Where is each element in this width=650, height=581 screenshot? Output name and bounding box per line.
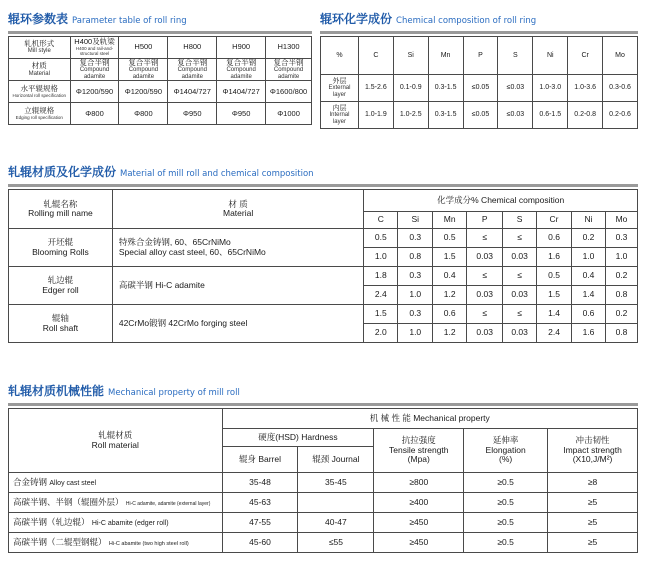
label-en: Tensile strength bbox=[388, 444, 449, 455]
label-cn: 内层 bbox=[332, 104, 347, 112]
mechanical-property-table bbox=[8, 408, 638, 553]
table-cell: 1.5 bbox=[537, 286, 572, 305]
label-en: Rolling mill name bbox=[28, 208, 93, 218]
table-row bbox=[9, 533, 638, 553]
table-row bbox=[9, 493, 638, 513]
cell-cn: 复合半钢 bbox=[273, 58, 304, 67]
row-header bbox=[9, 59, 71, 81]
table-cell: Φ800 bbox=[70, 103, 119, 125]
roll-name bbox=[9, 305, 113, 343]
table-cell: 0.2 bbox=[605, 305, 637, 324]
material-header bbox=[112, 190, 364, 229]
table-cell: 1.5 bbox=[364, 305, 398, 324]
impact-header bbox=[548, 429, 638, 473]
mill-roll-chemical-table bbox=[8, 189, 638, 343]
table-cell: 1.0 bbox=[605, 248, 637, 267]
column-header: Ni bbox=[572, 212, 606, 229]
table-cell bbox=[217, 59, 266, 81]
table-cell: 47-55 bbox=[222, 513, 298, 533]
hardness-header: 硬度(HSD) Hardness bbox=[222, 429, 374, 447]
label-en: Mill style bbox=[27, 48, 51, 55]
column-header: P bbox=[467, 212, 503, 229]
label-cn: 轧边辊 bbox=[47, 275, 74, 286]
section-title-cn: 轧辊材质机械性能 bbox=[8, 384, 105, 398]
table-cell: 1.2 bbox=[433, 286, 467, 305]
label-en: Hi-C adamite, adamite (external layer) bbox=[125, 500, 211, 507]
table-cell: 0.3-1.5 bbox=[428, 102, 463, 129]
table-cell: 1.0-1.9 bbox=[358, 102, 393, 129]
table-cell: 1.0 bbox=[398, 324, 433, 343]
label-cn: 开坯辊 bbox=[47, 237, 74, 248]
label-en: Edger roll bbox=[42, 284, 79, 295]
table-cell: Φ950 bbox=[217, 103, 266, 125]
elongation-header bbox=[464, 429, 548, 473]
roll-material: 42CrMo锻钢 42CrMo forging steel bbox=[112, 305, 364, 343]
table-cell: ≥5 bbox=[548, 493, 638, 513]
table-row bbox=[9, 81, 312, 103]
table-cell: ≥8 bbox=[548, 473, 638, 493]
table-cell: ≤0.05 bbox=[463, 75, 498, 102]
chemical-header: 化学成分% Chemical composition bbox=[364, 190, 638, 212]
name-header bbox=[9, 190, 113, 229]
table-cell: ≤ bbox=[503, 305, 537, 324]
table-cell: ≥5 bbox=[548, 533, 638, 553]
table-cell: 2.0 bbox=[364, 324, 398, 343]
table-cell: 1.5 bbox=[433, 248, 467, 267]
mechanical-header: 机 械 性 能 Mechanical property bbox=[222, 409, 637, 429]
label-cn: 轧机形式 bbox=[24, 39, 55, 49]
label-cn: 延伸率 bbox=[492, 435, 519, 446]
section-title-en: Chemical composition of roll ring bbox=[396, 16, 537, 26]
material-line: 特殊合金铸钢, 60、65CrNiMo bbox=[118, 237, 231, 248]
row-header bbox=[9, 103, 71, 125]
table-cell: 1.0-3.0 bbox=[533, 75, 568, 102]
section-title-en: Material of mill roll and chemical composition bbox=[120, 169, 314, 179]
table-cell: ≥400 bbox=[374, 493, 464, 513]
table-cell: ≤ bbox=[467, 229, 503, 248]
table-cell: 0.2 bbox=[605, 267, 637, 286]
table-row bbox=[9, 473, 638, 493]
column-header: Si bbox=[393, 37, 428, 75]
table-cell: ≥0.5 bbox=[464, 513, 548, 533]
section-title-cn: 辊环化学成份 bbox=[320, 12, 393, 26]
column-header: Mn bbox=[428, 37, 463, 75]
section-title-cn: 轧辊材质及化学成份 bbox=[8, 165, 117, 179]
table-cell: ≤0.03 bbox=[498, 102, 533, 129]
table-cell: 45-63 bbox=[222, 493, 298, 513]
column-header bbox=[70, 37, 119, 59]
label-cn: 轧辊名称 bbox=[43, 198, 78, 209]
section-title-en: Parameter table of roll ring bbox=[72, 16, 187, 26]
table-cell: ≤ bbox=[467, 267, 503, 286]
section-title-mill-roll-chem bbox=[8, 163, 314, 180]
label-cn: 辊轴 bbox=[51, 313, 69, 324]
label-cn: 抗拉强度 bbox=[401, 435, 436, 446]
table-cell: 1.4 bbox=[572, 286, 606, 305]
column-sub: H400 and rail-and-structural steel bbox=[75, 45, 114, 56]
table-cell: 0.2-0.6 bbox=[603, 102, 638, 129]
table-cell: 0.6-1.5 bbox=[533, 102, 568, 129]
table-row bbox=[9, 229, 638, 248]
label-cn: 合金铸钢 bbox=[13, 476, 48, 487]
label-en: layer bbox=[332, 118, 346, 125]
table-cell: 0.5 bbox=[433, 229, 467, 248]
section-title-en: Mechanical property of mill roll bbox=[108, 388, 240, 398]
table-cell: ≥0.5 bbox=[464, 493, 548, 513]
table-cell: 0.6 bbox=[433, 305, 467, 324]
table-cell: 1.0-3.6 bbox=[568, 75, 603, 102]
table-cell: 1.0-2.5 bbox=[393, 102, 428, 129]
cell-en: Compound adamite bbox=[177, 67, 207, 80]
label-en: Blooming Rolls bbox=[32, 246, 89, 257]
table-row bbox=[9, 103, 312, 125]
journal-header: 辊颈 Journal bbox=[298, 447, 374, 473]
table-row bbox=[9, 409, 638, 429]
table-cell: 1.2 bbox=[433, 324, 467, 343]
label-en: Alloy cast steel bbox=[49, 479, 97, 487]
label-en: Edging roll specification bbox=[15, 114, 63, 120]
table-cell: Φ1200/590 bbox=[70, 81, 119, 103]
label-en: Horizontal roll specification bbox=[12, 92, 67, 98]
label-cn: 轧辊材质 bbox=[98, 430, 133, 441]
roll-material bbox=[9, 513, 223, 533]
label-en: layer bbox=[332, 91, 346, 98]
label-cn: 材 质 bbox=[228, 198, 248, 209]
table-cell: 0.1-0.9 bbox=[393, 75, 428, 102]
table-cell: ≤ bbox=[503, 229, 537, 248]
table-cell: ≤ bbox=[503, 267, 537, 286]
section-title-cn: 辊环参数表 bbox=[8, 12, 69, 26]
barrel-header: 辊身 Barrel bbox=[222, 447, 298, 473]
table-row bbox=[9, 513, 638, 533]
column-header: P bbox=[463, 37, 498, 75]
table-cell: 0.4 bbox=[572, 267, 606, 286]
roll-name bbox=[9, 229, 113, 267]
row-header bbox=[9, 81, 71, 103]
label-cn: 水平辊规格 bbox=[20, 84, 59, 94]
table-cell: ≥800 bbox=[374, 473, 464, 493]
unit: (X10,J/M²) bbox=[572, 454, 613, 465]
table-cell: Φ1404/727 bbox=[217, 81, 266, 103]
table-cell bbox=[119, 59, 168, 81]
row-header bbox=[321, 75, 359, 102]
column-header: S bbox=[498, 37, 533, 75]
table-cell: 1.6 bbox=[572, 324, 606, 343]
column-header: H1300 bbox=[266, 37, 312, 59]
table-cell: 0.5 bbox=[364, 229, 398, 248]
table-cell: 0.3 bbox=[398, 267, 433, 286]
table-cell: 1.0 bbox=[572, 248, 606, 267]
roll-material bbox=[9, 473, 223, 493]
column-header: Si bbox=[398, 212, 433, 229]
table-cell bbox=[70, 59, 119, 81]
table-cell: 2.4 bbox=[537, 324, 572, 343]
table-cell: 0.03 bbox=[467, 286, 503, 305]
roll-material bbox=[9, 493, 223, 513]
table-cell: ≤0.03 bbox=[498, 75, 533, 102]
table-row bbox=[9, 267, 638, 286]
table-row bbox=[321, 37, 638, 75]
table-cell: Φ1200/590 bbox=[119, 81, 168, 103]
table-cell bbox=[266, 59, 312, 81]
table-row bbox=[9, 37, 312, 59]
roll-ring-chemical-table bbox=[320, 36, 638, 129]
label-cn: 高碳半钢、半钢（辊圈外层） bbox=[13, 496, 124, 507]
table-cell: 0.03 bbox=[467, 248, 503, 267]
label-cn: 冲击韧性 bbox=[575, 435, 610, 446]
table-cell: 0.03 bbox=[503, 248, 537, 267]
label-en: Hi-C abamite (two high steel roll) bbox=[108, 540, 189, 547]
roll-material bbox=[9, 533, 223, 553]
table-row bbox=[321, 75, 638, 102]
table-cell: 0.8 bbox=[398, 248, 433, 267]
section-divider bbox=[320, 31, 638, 34]
table-cell bbox=[298, 493, 374, 513]
table-cell: 0.4 bbox=[433, 267, 467, 286]
label-en: Roll material bbox=[91, 439, 139, 450]
section-title-mechanical-property bbox=[8, 382, 240, 399]
table-cell: 0.8 bbox=[605, 324, 637, 343]
table-row bbox=[9, 190, 638, 212]
table-cell: 0.3 bbox=[605, 229, 637, 248]
table-cell: ≥450 bbox=[374, 513, 464, 533]
column-header: C bbox=[364, 212, 398, 229]
table-row bbox=[9, 59, 312, 81]
table-cell: 0.03 bbox=[503, 286, 537, 305]
table-cell: 35-48 bbox=[222, 473, 298, 493]
roll-material: 高碳半钢 Hi-C adamite bbox=[112, 267, 364, 305]
label-cn: 材质 bbox=[31, 61, 47, 71]
label-en: Material bbox=[222, 208, 254, 218]
table-cell: 1.0 bbox=[364, 248, 398, 267]
table-cell: 45-60 bbox=[222, 533, 298, 553]
table-row bbox=[321, 102, 638, 129]
percent-header: % bbox=[321, 37, 359, 75]
section-divider bbox=[8, 31, 312, 34]
roll-ring-parameter-table bbox=[8, 36, 312, 125]
label-en: Internal bbox=[329, 112, 350, 119]
table-cell: 0.03 bbox=[503, 324, 537, 343]
column-header: H500 bbox=[119, 37, 168, 59]
section-divider bbox=[8, 403, 638, 406]
column-header: Mn bbox=[433, 212, 467, 229]
column-header: Cr bbox=[537, 212, 572, 229]
table-cell: 40-47 bbox=[298, 513, 374, 533]
table-cell: ≥0.5 bbox=[464, 473, 548, 493]
tensile-header bbox=[374, 429, 464, 473]
table-cell: 0.3-0.6 bbox=[603, 75, 638, 102]
column-header: Cr bbox=[568, 37, 603, 75]
row-header bbox=[9, 37, 71, 59]
cell-cn: 复合半钢 bbox=[79, 58, 110, 67]
label-en: External bbox=[328, 85, 351, 92]
table-cell: Φ1000 bbox=[266, 103, 312, 125]
label-en: Roll shaft bbox=[42, 322, 79, 333]
label-en: Material bbox=[28, 70, 50, 77]
label-cn: 高碳半钢（轧边辊） bbox=[13, 516, 90, 527]
unit: (%) bbox=[499, 454, 513, 465]
table-cell: Φ950 bbox=[168, 103, 217, 125]
section-title-roll-ring-chem bbox=[320, 10, 536, 27]
table-cell: 1.5-2.6 bbox=[358, 75, 393, 102]
table-cell: 0.03 bbox=[467, 324, 503, 343]
table-cell: 0.3 bbox=[398, 305, 433, 324]
unit: (Mpa) bbox=[407, 454, 430, 465]
label-en: Elongation bbox=[485, 444, 526, 455]
cell-en: Compound adamite bbox=[128, 67, 159, 80]
table-cell: 0.3 bbox=[398, 229, 433, 248]
label-cn: 外层 bbox=[332, 77, 347, 85]
table-cell: Φ1600/800 bbox=[266, 81, 312, 103]
column-header: Mo bbox=[603, 37, 638, 75]
table-cell: ≥5 bbox=[548, 513, 638, 533]
table-cell: 0.6 bbox=[537, 229, 572, 248]
roll-material bbox=[112, 229, 364, 267]
table-cell: ≤55 bbox=[298, 533, 374, 553]
cell-cn: 复合半钢 bbox=[128, 58, 159, 67]
label-en: Impact strength bbox=[563, 444, 622, 455]
table-cell: ≤ bbox=[467, 305, 503, 324]
table-row bbox=[9, 305, 638, 324]
column-header: S bbox=[503, 212, 537, 229]
table-cell: 1.0 bbox=[398, 286, 433, 305]
table-cell bbox=[168, 59, 217, 81]
column-header: Mo bbox=[605, 212, 637, 229]
column-name: H400及轨梁 bbox=[74, 37, 115, 47]
cell-en: Compound adamite bbox=[79, 67, 110, 80]
material-header bbox=[9, 409, 223, 473]
table-cell: 0.3-1.5 bbox=[428, 75, 463, 102]
table-cell: 0.6 bbox=[572, 305, 606, 324]
cell-en: Compound adamite bbox=[273, 67, 304, 80]
table-cell: 35-45 bbox=[298, 473, 374, 493]
table-cell: 0.8 bbox=[605, 286, 637, 305]
table-cell: 0.2 bbox=[572, 229, 606, 248]
table-cell: 1.8 bbox=[364, 267, 398, 286]
material-line: Special alloy cast steel, 60、65CrNiMo bbox=[118, 246, 266, 257]
table-cell: Φ800 bbox=[119, 103, 168, 125]
column-header: H900 bbox=[217, 37, 266, 59]
label-cn: 立辊规格 bbox=[24, 106, 55, 116]
label-en: Hi-C abamite (edger roll) bbox=[91, 519, 169, 527]
table-cell: ≤0.05 bbox=[463, 102, 498, 129]
roll-name bbox=[9, 267, 113, 305]
column-header: H800 bbox=[168, 37, 217, 59]
row-header bbox=[321, 102, 359, 129]
column-header: Ni bbox=[533, 37, 568, 75]
column-header: C bbox=[358, 37, 393, 75]
table-cell: 1.4 bbox=[537, 305, 572, 324]
section-divider bbox=[8, 184, 638, 187]
section-title-roll-ring-params bbox=[8, 10, 187, 27]
cell-en: Compound adamite bbox=[226, 67, 256, 80]
table-cell: ≥450 bbox=[374, 533, 464, 553]
cell-cn: 复合半钢 bbox=[177, 58, 208, 67]
table-cell: 2.4 bbox=[364, 286, 398, 305]
table-cell: Φ1404/727 bbox=[168, 81, 217, 103]
table-cell: 0.2-0.8 bbox=[568, 102, 603, 129]
label-cn: 高碳半钢（二辊型钢辊） bbox=[13, 536, 107, 547]
cell-cn: 复合半钢 bbox=[226, 58, 257, 67]
table-cell: 1.6 bbox=[537, 248, 572, 267]
table-cell: ≥0.5 bbox=[464, 533, 548, 553]
table-cell: 0.5 bbox=[537, 267, 572, 286]
